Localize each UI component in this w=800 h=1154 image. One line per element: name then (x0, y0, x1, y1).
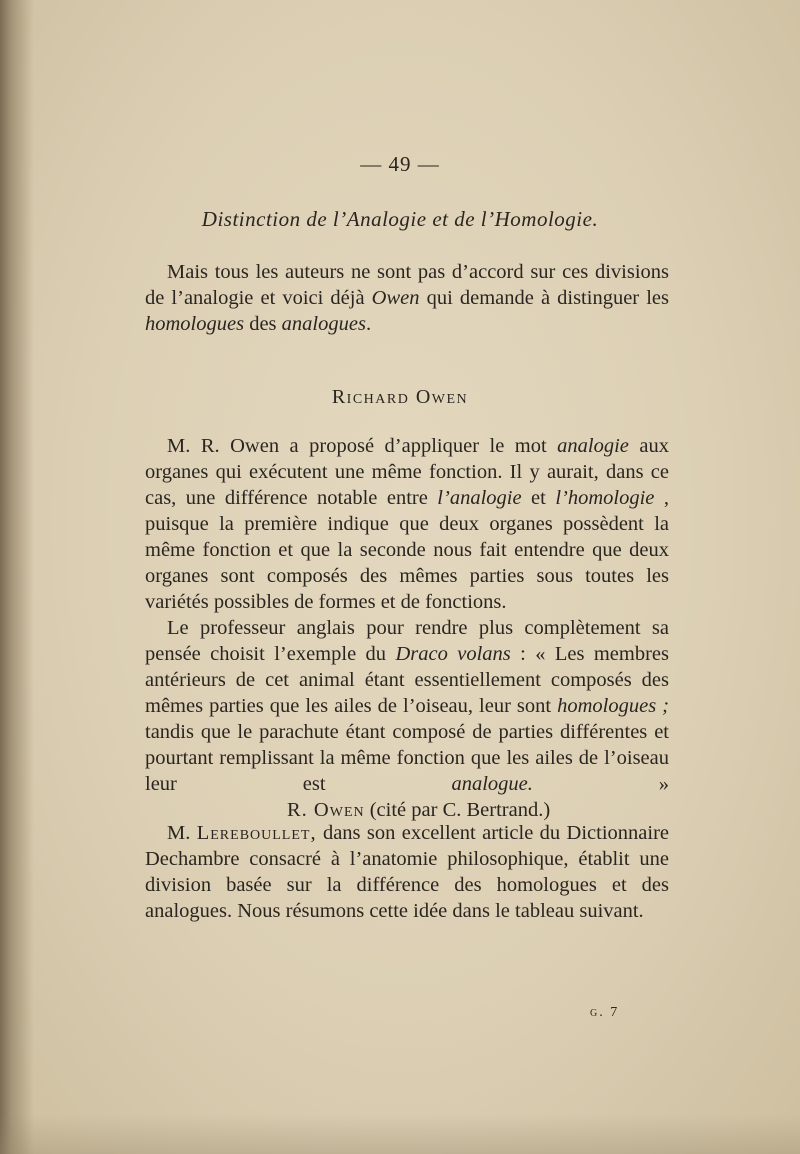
author-heading: Richard Owen (331, 386, 469, 408)
text-run: M. (167, 822, 197, 844)
text-run: tandis que le parachute étant composé de parties différentes et pourtant remplissant la même fonction que les ailes de l’oiseau leur est (145, 721, 669, 795)
page-edge-shade (0, 1114, 800, 1154)
attribution-author: R. Owen (287, 799, 365, 821)
text-run: , puisque la première indique que deux organes possèdent la même fonction et que la seconde nous fait entendre que deux organes sont composés des mêmes parties sous toutes les variétés possibles de formes et de fonctions. (145, 487, 669, 613)
text-run: . (365, 313, 372, 335)
text-run: qui demande à distinguer les (419, 287, 669, 309)
italic-term: analogie (557, 435, 629, 457)
paragraph-intro (145, 259, 669, 337)
text-run: dans son excellent article du Dictionnaire Dechambre consacré à l’anatomie philosophique, établit une division basée sur la différence des homologues et des analogues. Nous résumons cette idée dans le tableau suivant. (145, 822, 669, 922)
italic-term: analogues (281, 313, 366, 335)
italic-term: homologues ; (557, 695, 670, 717)
italic-term: l’homologie (555, 487, 655, 509)
text-run: : « Les membres antérieurs de cet animal étant essentiellement composés des mêmes parties que les ailes de l’oiseau, leur sont (145, 643, 669, 717)
text-run: et (521, 487, 556, 509)
text-run: Mais tous les auteurs ne sont pas d’accord sur ces divisions de l’analogie et voici déjà (145, 261, 669, 309)
italic-term: analogue. (451, 773, 533, 795)
text-run: » (532, 773, 669, 795)
section-title: Distinction de l’Analogie et de l’Homologie. (201, 207, 599, 231)
text-run: aux organes qui exécutent une même fonction. Il y aurait, dans ce cas, une différence notable entre (145, 435, 669, 509)
paragraph-owen (145, 433, 669, 823)
italic-term: l’analogie (437, 487, 522, 509)
paragraph-lereboullet (145, 820, 669, 924)
italic-term: Owen (371, 287, 420, 309)
signature-mark: g. 7 (590, 1005, 620, 1020)
text-run: des (244, 313, 282, 335)
text-run: Le professeur anglais pour rendre plus complètement sa pensée choisit l’exemple du (145, 617, 669, 665)
text-run: M. R. Owen a proposé d’appliquer le mot (167, 435, 558, 457)
page-number: — 49 — (360, 152, 440, 176)
attribution-source: (cité par C. Bertrand.) (364, 799, 551, 821)
italic-term: Draco volans (395, 643, 511, 665)
italic-term: homologues (145, 313, 245, 335)
author-name: Lereboullet, (196, 822, 317, 844)
